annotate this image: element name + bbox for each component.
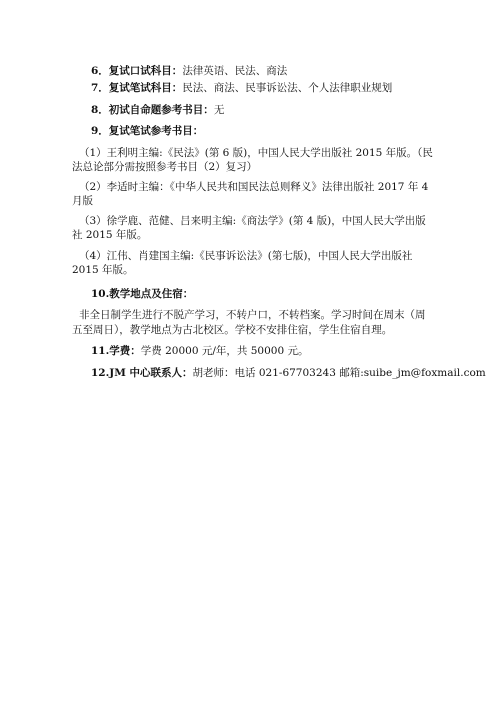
item-8-value: 无 <box>213 104 225 116</box>
book-1-line-1: （1）王利明主编:《民法》(第 6 版)，中国人民大学出版社 2015 年版。（民 <box>79 147 433 159</box>
item-6-value: 法律英语、民法、商法 <box>182 65 288 77</box>
item-11-label: 11.学费： <box>91 345 141 357</box>
book-3-line-1: （3）徐学鹿、范健、吕来明主编:《商法学》(第 4 版)，中国人民大学出版 <box>79 215 426 227</box>
book-4-line-2: 2015 年版。 <box>72 264 134 276</box>
item-10-label: 10.教学地点及住宿： <box>91 288 194 300</box>
item-6 <box>0 64 500 78</box>
book-4-line-1: （4）江伟、肖建国主编:《民事诉讼法》(第七版)，中国人民大学出版社 <box>79 250 413 262</box>
item-11-value: 学费 20000 元/年，共 50000 元。 <box>140 345 309 357</box>
item-9 <box>0 124 500 138</box>
item-10-line-2: 五至周日），教学地点为古北校区。学校不安排住宿，学生住宿自理。 <box>72 324 393 336</box>
item-10-line-1: 非全日制学生进行不脱产学习，不转户口，不转档案。学习时间在周末（周 <box>79 309 426 321</box>
book-2-line-2: 月版 <box>72 195 93 207</box>
item-8-label: 8．初试自命题参考书目： <box>91 104 214 116</box>
item-12 <box>0 366 500 380</box>
item-9-label: 9．复试笔试参考书目： <box>91 125 204 137</box>
item-10 <box>0 287 500 301</box>
item-7-label: 7．复试笔试科目： <box>91 82 183 94</box>
book-1-line-2: 法总论部分需按照参考书目（2）复习） <box>72 161 258 173</box>
item-11 <box>0 344 500 358</box>
book-2-line-1: （2）李适时主编：《中华人民共和国民法总则释义》法律出版社 2017 年 4 <box>79 181 429 193</box>
item-7-value: 民法、商法、民事诉讼法、个人法律职业规划 <box>182 82 393 94</box>
item-7 <box>0 81 500 95</box>
item-6-label: 6．复试口试科目： <box>91 65 183 77</box>
item-12-label: 12.JM 中心联系人： <box>91 367 193 379</box>
item-8 <box>0 103 500 117</box>
item-12-value: 胡老师：电话 021-67703243 邮箱:suibe_jm@foxmail.com <box>192 367 486 379</box>
book-3-line-2: 社 2015 年版。 <box>72 229 148 241</box>
